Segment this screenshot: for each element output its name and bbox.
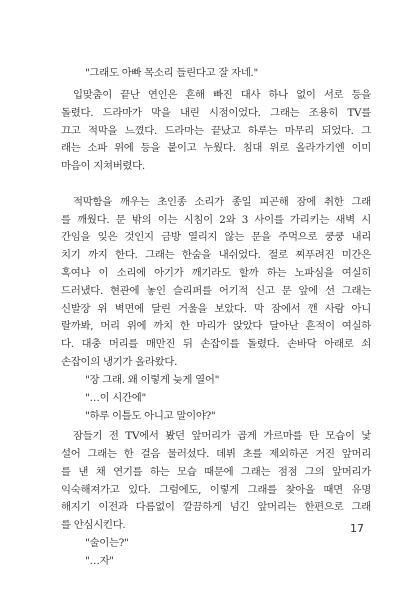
text-line: 잠들기 전 TV에서 봤던 앞머리가 곱게 가르마를 탄 모습이 낯 [73,430,371,442]
text-line: 마음이 지쳐버렸다. [61,160,145,172]
text-line: 설어 그래는 한 걸음 물러섰다. 데뷔 초를 제외하곤 거진 앞머리 [61,448,371,460]
text-line: 익숙해져가고 있다. 그럼에도, 이렇게 그래를 찾아올 때면 유명 [61,484,371,496]
dialogue-line: "하루 이틀도 아니고 말이야?" [85,410,216,422]
text-line: 치기 까지 한다. 그래는 한숨을 내쉬었다. 절로 찌푸려진 미간은 [61,249,371,261]
text-line: 돌렸다. 드라마가 막을 내린 시점이었다. 그래는 조용히 TV를 [61,107,371,119]
dialogue-line: "술이는?" [85,537,129,549]
text-line: 손잡이의 냉기가 올라왔다. [61,356,178,368]
dialogue-line: "…자" [85,555,114,567]
page-number: 17 [350,522,364,535]
text-line: "그래도 아빠 목소리 들린다고 잘 자네." [85,67,259,79]
text-line: 래는 소파 위에 등을 붙이고 누웠다. 침대 위로 올라가기엔 이미 [61,142,371,154]
text-line: 간임을 잊은 것인지 금방 열리지 않는 문을 주먹으로 쿵쿵 내리 [61,231,371,243]
text-line: 해지기 이전과 다름없이 깔끔하게 넘긴 앞머리는 한편으로 그래 [61,501,371,513]
dialogue-line: "…이 시간에" [85,392,147,404]
text-line: 를 낸 채 연기를 하는 모습 때문에 그래는 점점 그의 앞머리가 [61,466,371,478]
dialogue-line: "장 그래. 왜 이렇게 늦게 열어" [85,374,220,386]
text-line: 드러냈다. 현관에 놓인 슬리퍼를 어기적 신고 문 앞에 선 그래는 [61,285,371,297]
text-line: 끄고 적막을 느꼈다. 드라마는 끝났고 하루는 마무리 되었다. 그 [61,125,371,137]
text-line: 신발장 위 벽면에 달린 거울을 보았다. 막 잠에서 깬 사람 아니 [61,303,371,315]
text-line: 혹여나 이 소리에 아기가 깨기라도 할까 하는 노파심을 여실히 [61,267,371,279]
text-line: 를 안심시킨다. [61,519,126,531]
text-line: 입맞춤이 끝난 연인은 흔해 빠진 대사 하나 없이 서로 등을 [73,89,371,101]
text-line: 적막함을 깨우는 초인종 소리가 종일 피곤해 잠에 취한 그래 [73,196,371,208]
text-line: 를 깨웠다. 문 밖의 이는 시침이 2와 3 사이를 가리키는 새벽 시 [61,214,371,226]
text-line: 랄까봐, 머리 위에 까치 한 마리가 앉았다 달아난 흔적이 여실하 [61,320,371,332]
text-line: 다. 대충 머리를 매만진 뒤 손잡이를 돌렸다. 손바닥 아래로 쇠 [61,338,371,350]
